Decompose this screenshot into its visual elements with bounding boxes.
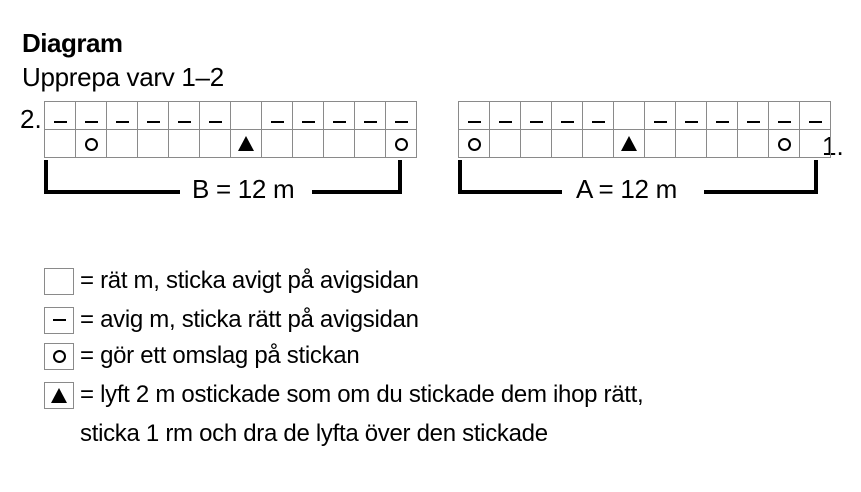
dash-icon: [395, 121, 408, 123]
dash-icon: [716, 121, 729, 123]
bracket-right-tick: [398, 160, 402, 194]
legend-item-dec: [44, 380, 643, 410]
dash-icon: [809, 121, 822, 123]
dash-icon: [271, 121, 284, 123]
legend-item-yo: [44, 341, 359, 371]
stitch-cell-dec: [231, 130, 262, 158]
dash-icon: [499, 121, 512, 123]
dash-icon: [685, 121, 698, 123]
bracket-label-a: A = 12 m: [576, 174, 677, 204]
stitch-cell-purl: [169, 102, 200, 130]
stitch-cell-purl: [583, 102, 614, 130]
legend-text-purl: = avig m, sticka rätt på avigsidan: [80, 306, 419, 333]
bracket-left-tick: [458, 160, 462, 194]
legend-item-purl: [44, 305, 419, 335]
stitch-cell-purl: [459, 102, 490, 130]
stitch-cell-purl: [645, 102, 676, 130]
stitch-cell-purl: [386, 102, 417, 130]
dash-icon: [333, 121, 346, 123]
stitch-cell-knit: [262, 130, 293, 158]
legend-text-knit: = rät m, sticka avigt på avigsidan: [80, 267, 419, 294]
filled-triangle-icon: [621, 136, 637, 151]
row-label-2: 2.: [20, 104, 42, 134]
stitch-cell-purl: [552, 102, 583, 130]
filled-triangle-icon: [238, 136, 254, 151]
dash-icon: [116, 121, 129, 123]
stitch-cell-knit: [231, 102, 262, 130]
stitch-cell-knit: [707, 130, 738, 158]
stitch-cell-yo: [386, 130, 417, 158]
stitch-cell-knit: [583, 130, 614, 158]
stitch-cell-knit: [45, 130, 76, 158]
row-label-1: 1.: [822, 131, 844, 161]
dash-icon: [747, 121, 760, 123]
dash-icon: [778, 121, 791, 123]
chart-grid-a: [458, 101, 831, 158]
stitch-cell-purl: [707, 102, 738, 130]
dash-icon: [147, 121, 160, 123]
legend-text-yo: = gör ett omslag på stickan: [80, 342, 360, 369]
bracket-line-right: [312, 190, 402, 194]
stitch-cell-purl: [521, 102, 552, 130]
stitch-cell-knit: [138, 130, 169, 158]
stitch-cell-purl: [324, 102, 355, 130]
dash-icon: [468, 121, 481, 123]
stitch-cell-knit: [614, 102, 645, 130]
bracket-label-b: B = 12 m: [192, 174, 295, 204]
stitch-cell-purl: [676, 102, 707, 130]
chart-grid-b: [44, 101, 417, 158]
stitch-cell-knit: [293, 130, 324, 158]
grid-row-2: [459, 102, 831, 130]
filled-triangle-icon: [44, 382, 74, 409]
circle-icon: [44, 343, 74, 370]
grid-row-2: [45, 102, 417, 130]
circle-icon: [85, 138, 98, 151]
stitch-cell-purl: [355, 102, 386, 130]
stitch-cell-purl: [107, 102, 138, 130]
stitch-cell-knit: [552, 130, 583, 158]
dash-icon: [654, 121, 667, 123]
bracket-left-tick: [44, 160, 48, 194]
bracket-line-left: [44, 190, 180, 194]
page-title: Diagram: [22, 28, 123, 58]
bracket-b: [44, 160, 402, 204]
legend-text-dec: = lyft 2 m ostickade som om du stickade dem ihop rätt,: [80, 381, 644, 408]
bracket-line-left: [458, 190, 562, 194]
stitch-cell-purl: [138, 102, 169, 130]
dash-icon: [561, 121, 574, 123]
stitch-cell-knit: [107, 130, 138, 158]
stitch-cell-knit: [645, 130, 676, 158]
stitch-cell-knit: [200, 130, 231, 158]
dash-icon: [530, 121, 543, 123]
stitch-cell-purl: [76, 102, 107, 130]
dash-icon: [209, 121, 222, 123]
grid-row-1: [45, 130, 417, 158]
stitch-cell-purl: [200, 102, 231, 130]
circle-icon: [395, 138, 408, 151]
empty-square-icon: [44, 268, 74, 295]
stitch-cell-yo: [459, 130, 490, 158]
page-subtitle: Upprepa varv 1–2: [22, 62, 224, 92]
stitch-cell-knit: [800, 130, 831, 158]
dash-icon: [85, 121, 98, 123]
stitch-cell-knit: [738, 130, 769, 158]
legend-text-dec-continued: sticka 1 rm och dra de lyfta över den stickade: [80, 420, 548, 447]
stitch-cell-knit: [355, 130, 386, 158]
dash-icon: [44, 307, 74, 334]
stitch-cell-purl: [490, 102, 521, 130]
stitch-cell-purl: [262, 102, 293, 130]
stitch-cell-knit: [521, 130, 552, 158]
bracket-a: [458, 160, 818, 204]
stitch-cell-knit: [169, 130, 200, 158]
stitch-cell-knit: [490, 130, 521, 158]
bracket-right-tick: [814, 160, 818, 194]
legend-item-knit: [44, 266, 419, 296]
stitch-cell-yo: [76, 130, 107, 158]
dash-icon: [364, 121, 377, 123]
stitch-cell-knit: [324, 130, 355, 158]
dash-icon: [54, 121, 67, 123]
dash-icon: [178, 121, 191, 123]
stitch-cell-purl: [769, 102, 800, 130]
stitch-cell-purl: [293, 102, 324, 130]
dash-icon: [592, 121, 605, 123]
stitch-cell-purl: [45, 102, 76, 130]
circle-icon: [778, 138, 791, 151]
circle-icon: [468, 138, 481, 151]
dash-icon: [302, 121, 315, 123]
stitch-cell-knit: [676, 130, 707, 158]
bracket-line-right: [704, 190, 818, 194]
stitch-cell-yo: [769, 130, 800, 158]
stitch-cell-purl: [800, 102, 831, 130]
stitch-cell-dec: [614, 130, 645, 158]
stitch-cell-purl: [738, 102, 769, 130]
grid-row-1: [459, 130, 831, 158]
